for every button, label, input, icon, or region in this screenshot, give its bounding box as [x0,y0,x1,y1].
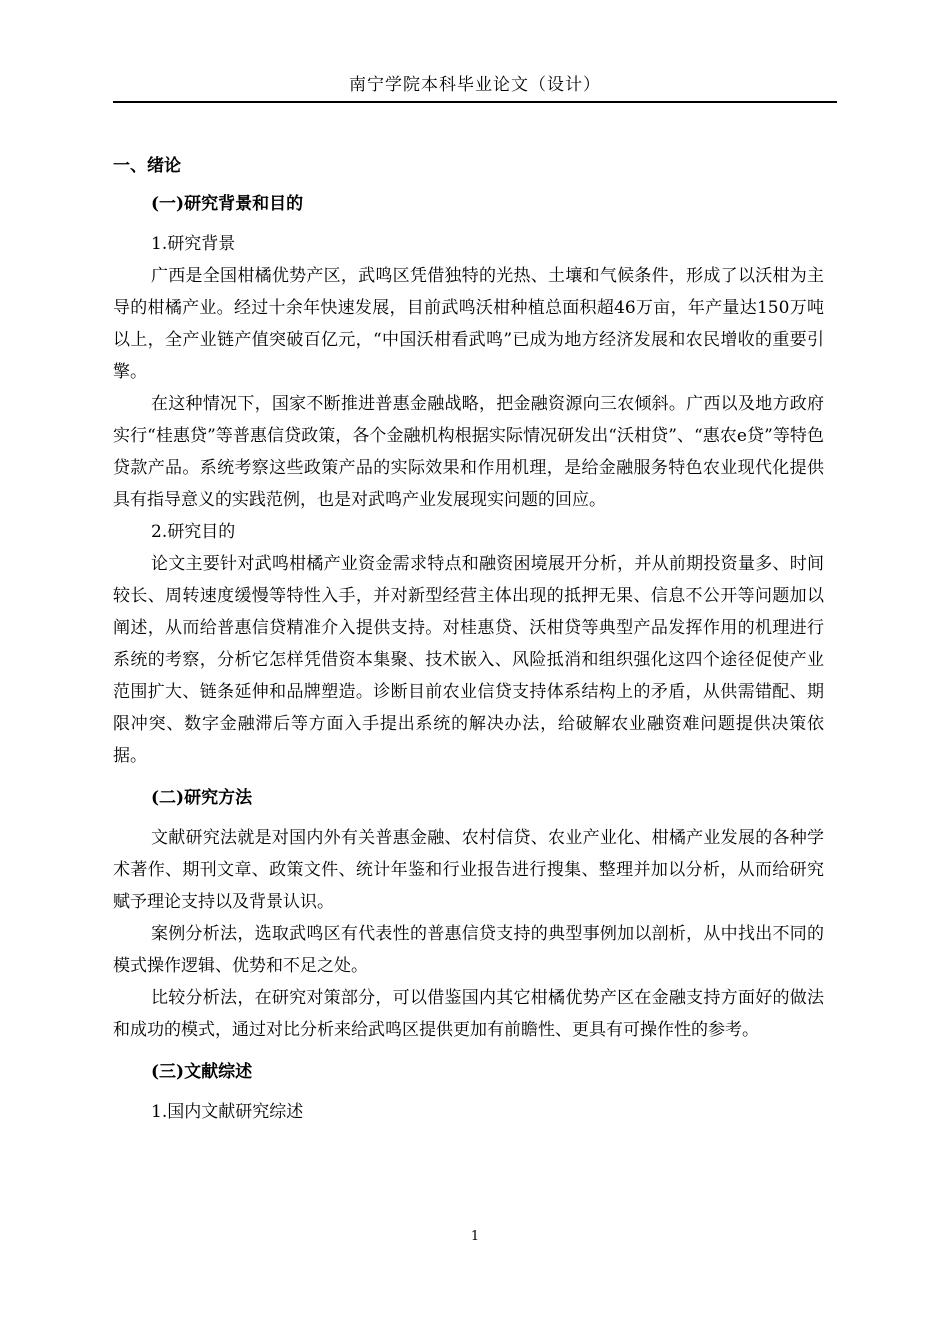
document-body [113,150,824,1128]
paragraph-method-comparison: 比较分析法，在研究对策部分，可以借鉴国内其它柑橘优势产区在金融支持方面好的做法和成功的模式，通过对比分析来给武鸣区提供更加有前瞻性、更具有可操作性的参考。 [113,988,824,1040]
page-number: 1 [470,1229,480,1244]
section-heading-review: (三)文献综述 [151,1062,253,1082]
subsection-heading-domestic-review: 1.国内文献研究综述 [151,1102,304,1122]
paragraph-purpose: 论文主要针对武鸣柑橘产业资金需求特点和融资困境展开分析，并从前期投资量多、时间较长、周转速度缓慢等特性入手，并对新型经营主体出现的抵押无果、信息不公开等问题加以阐述，从而给普惠信贷精准介入提供支持。对桂惠贷、沃柑贷等典型产品发挥作用的机理进行系统的考察，分析它怎样凭借资本集聚、技术嵌入、风险抵消和组织强化这四个途径促使产业范围扩大、链条延伸和品牌塑造。诊断目前农业信贷支持体系结构上的矛盾，从供需错配、期限冲突、数字金融滞后等方面入手提出系统的解决办法，给破解农业融资难问题提供决策依据。 [113,554,824,766]
section-heading-methods: (二)研究方法 [151,788,253,808]
paragraph-background-2: 在这种情况下，国家不断推进普惠金融战略，把金融资源向三农倾斜。广西以及地方政府实行“桂惠贷”等普惠信贷政策，各个金融机构根据实际情况研发出“沃柑贷”、“惠农e贷”等特色贷款产品。系统考察这些政策产品的实际效果和作用机理，是给金融服务特色农业现代化提供具有指导意义的实践范例，也是对武鸣产业发展现实问题的回应。 [113,394,824,510]
subsection-heading-purpose: 2.研究目的 [151,522,236,542]
header-rule [113,101,837,103]
subsection-heading-background: 1.研究背景 [151,234,236,254]
running-header: 南宁学院本科毕业论文（设计） [349,75,601,95]
paragraph-method-case: 案例分析法，选取武鸣区有代表性的普惠信贷支持的典型事例加以剖析，从中找出不同的模式操作逻辑、优势和不足之处。 [113,924,824,976]
chapter-heading: 一、绪论 [113,156,181,176]
paragraph-background-1: 广西是全国柑橘优势产区，武鸣区凭借独特的光热、土壤和气候条件，形成了以沃柑为主导的柑橘产业。经过十余年快速发展，目前武鸣沃柑种植总面积超46万亩，年产量达150万吨以上，全产业链产值突破百亿元，“中国沃柑看武鸣”已成为地方经济发展和农民增收的重要引擎。 [113,266,824,382]
section-heading-background: (一)研究背景和目的 [151,194,304,214]
paragraph-method-literature: 文献研究法就是对国内外有关普惠金融、农村信贷、农业产业化、柑橘产业发展的各种学术著作、期刊文章、政策文件、统计年鉴和行业报告进行搜集、整理并加以分析，从而给研究赋予理论支持以及背景认识。 [113,828,824,912]
